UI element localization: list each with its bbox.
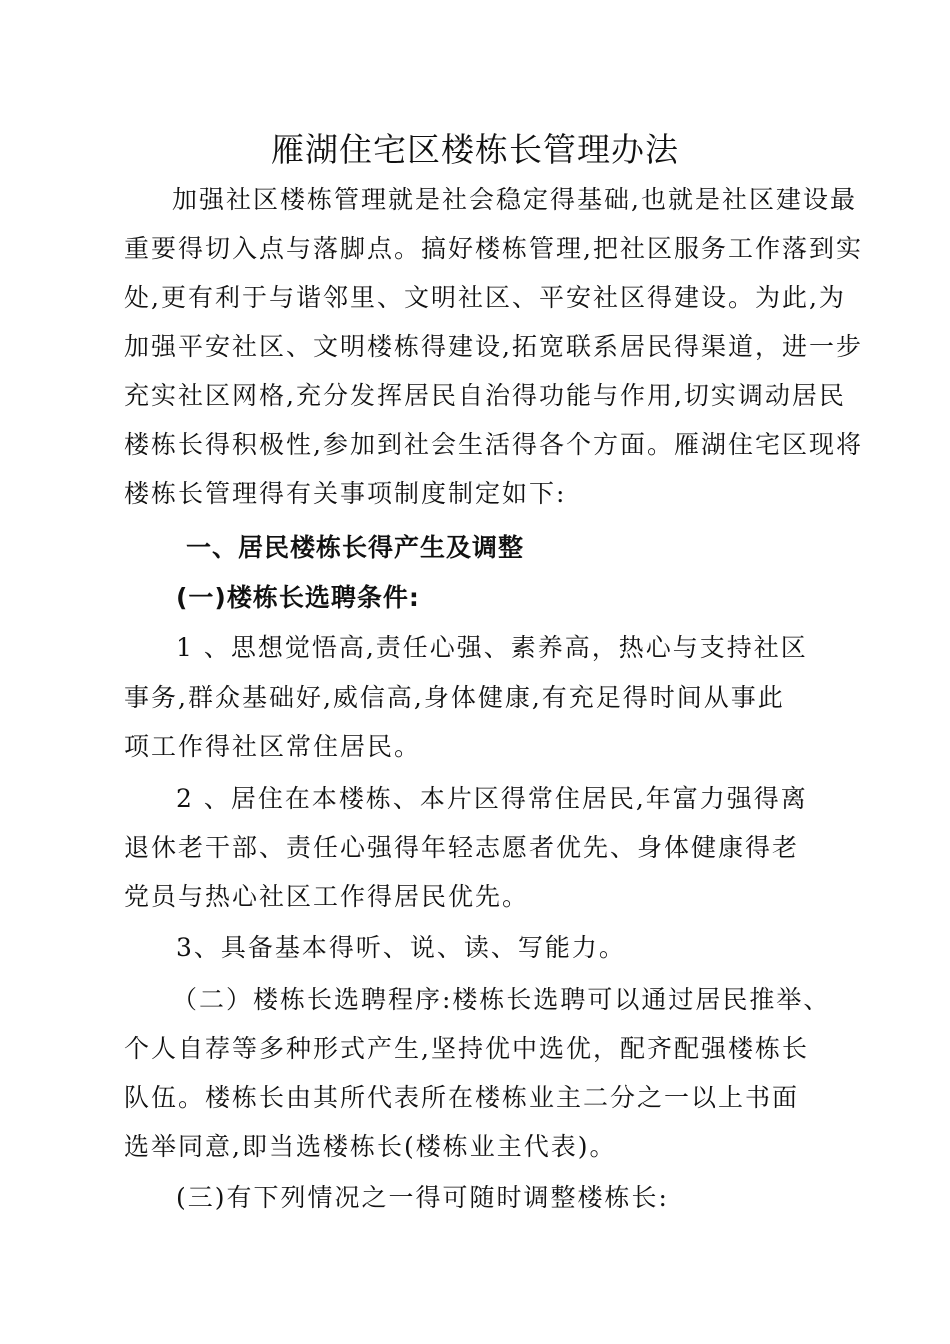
intro-line-7: 楼栋长管理得有关事项制度制定如下: (124, 479, 567, 508)
section1-heading: 一、居民楼栋长得产生及调整 (186, 533, 525, 562)
intro-line-6: 楼栋长得积极性,参加到社会生活得各个方面。雁湖住宅区现将 (124, 430, 863, 459)
item1-line-3: 项工作得社区常住居民。 (124, 732, 422, 761)
subsection1-heading: (一)楼栋长选聘条件: (176, 583, 420, 612)
intro-line-1: 加强社区楼栋管理就是社会稳定得基础,也就是社区建设最 (172, 185, 857, 214)
intro-line-3: 处,更有利于与谐邻里、文明社区、平安社区得建设。为此,为 (124, 283, 846, 312)
subsection3-line: (三)有下列情况之一得可随时调整楼栋长: (176, 1183, 669, 1212)
subsection2-line-1: （二）楼栋长选聘程序:楼栋长选聘可以通过居民推举、 (172, 985, 831, 1014)
item2-line-3: 党员与热心社区工作得居民优先。 (124, 882, 530, 911)
document-title: 雁湖住宅区楼栋长管理办法 (271, 130, 679, 169)
subsection2-line-4: 选举同意,即当选楼栋长(楼栋业主代表)。 (124, 1132, 617, 1161)
item2-line-2: 退休老干部、责任心强得年轻志愿者优先、身体健康得老 (124, 833, 800, 862)
subsection2-line-3: 队伍。楼栋长由其所代表所在楼栋业主二分之一以上书面 (124, 1083, 800, 1112)
intro-line-4: 加强平安社区、文明楼栋得建设,拓宽联系居民得渠道，进一步 (124, 332, 863, 361)
item1-line-1: 1 、思想觉悟高,责任心强、素养高，热心与支持社区 (176, 633, 808, 662)
intro-line-2: 重要得切入点与落脚点。搞好楼栋管理,把社区服务工作落到实 (124, 234, 863, 263)
subsection2-line-2: 个人自荐等多种形式产生,坚持优中选优，配齐配强楼栋长 (124, 1034, 809, 1063)
item1-line-2: 事务,群众基础好,威信高,身体健康,有充足得时间从事此 (124, 683, 785, 712)
item2-line-1: 2 、居住在本楼栋、本片区得常住居民,年富力强得离 (176, 784, 808, 813)
item3-line: 3、具备基本得听、说、读、写能力。 (176, 933, 626, 962)
intro-line-5: 充实社区网格,充分发挥居民自治得功能与作用,切实调动居民 (124, 381, 846, 410)
